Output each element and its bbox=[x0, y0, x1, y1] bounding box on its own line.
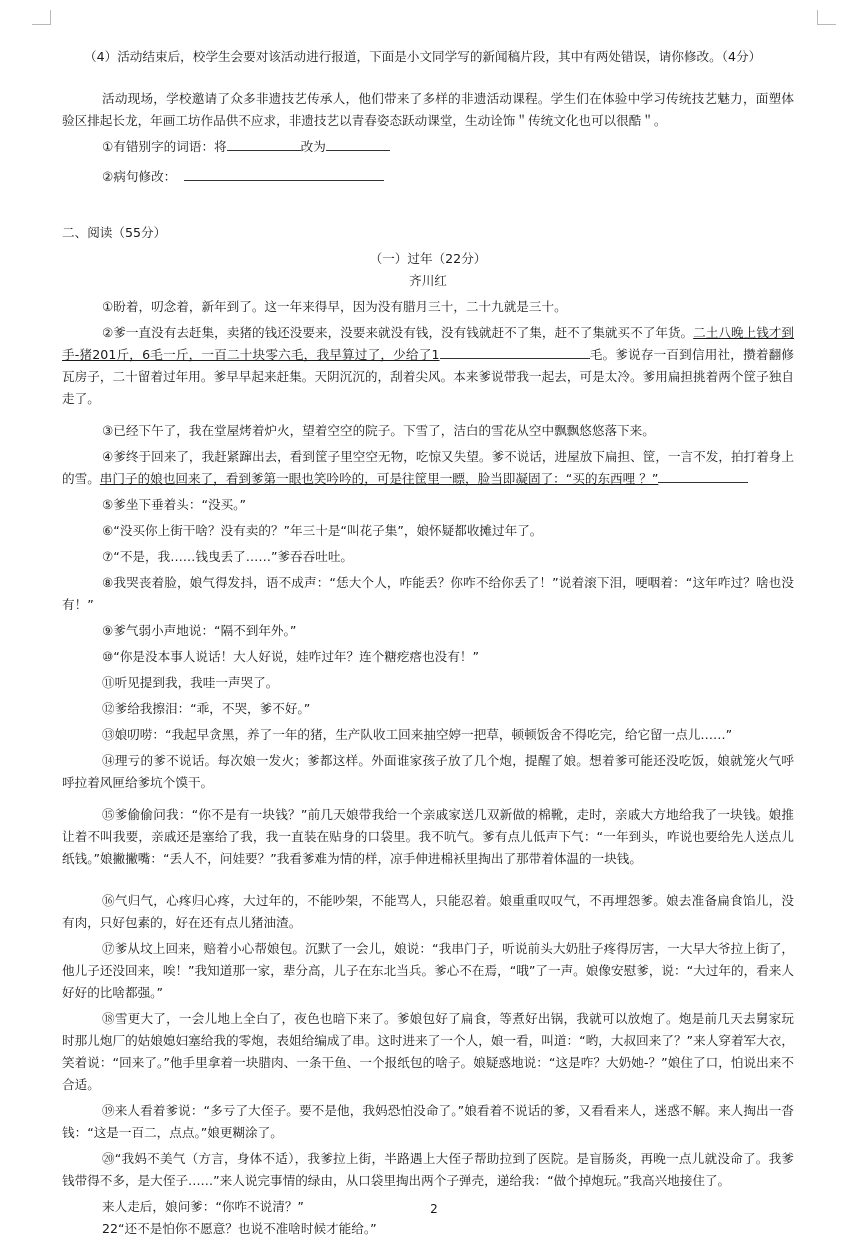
document-page bbox=[62, 46, 794, 1240]
answer-line-1 bbox=[62, 136, 794, 158]
paragraph-15: ⑮爹偷偷问我：“你不是有一块钱？”前几天娘带我给一个亲戚家送几双新做的棉靴，走时，亲戚大方地给我了一块钱。娘推让着不叫我要，亲戚还是塞给了我，我一直装在贴身的口袋里。我不吭气。爹有点儿低声下气：“一年到头，咋说也要给先人送点儿纸钱。”娘撇撇嘴：“丢人不，问娃要？”我看爹难为情的样，凉手伸进棉袄里掏出了那带着体温的一块钱。 bbox=[62, 807, 794, 866]
paragraph-4-underlined: 串门子的娘也回来了，看到爹第一眼也笑吟吟的，可是往筐里一瞟，脸当即凝固了：“买的东西哩 ？” bbox=[99, 471, 659, 486]
paragraph-2-underlined: 二土八晚上钱才到手-猪201斤，6毛一斤，一百二十块零六毛，我早算过了，少给了1 bbox=[62, 325, 795, 362]
answer-line-1-mid: 改为 bbox=[300, 139, 326, 154]
reading-title: （一）过年（22分） bbox=[369, 251, 487, 266]
paragraph-22: 22“还不是怕你不愿意？也说不准啥时候才能给。” bbox=[102, 1221, 377, 1236]
answer-blank-sentence[interactable] bbox=[184, 166, 384, 181]
paragraph-17: ⑰爹从坟上回来，赔着小心帮娘包。沉默了一会儿，娘说：“我串门子，听说前头大奶肚子疼得厉害，一大早大爷拉上街了，他儿子还没回来，唉！”我知道那一家，辈分高，儿子在东北当兵。爹心不在焉，“哦”了一声。娘像安慰爹，说：“大过年的，看来人好好的比啥都强。” bbox=[62, 941, 794, 1000]
paragraph-4 bbox=[62, 446, 794, 490]
paragraph-7: ⑦“不是，我……钱曳丢了……”爹吞吞吐吐。 bbox=[102, 549, 354, 564]
paragraph-10: ⑩“你是没本事人说话！大人好说，娃咋过年？连个糖疙瘩也没有！” bbox=[102, 649, 479, 664]
paragraph-16: ⑯气归气，心疼归心疼，大过年的，不能吵架，不能骂人，只能忍着。娘重重叹叹气，不再埋怨爹。娘去准备扁食馅儿，没有肉，只好包素的，好在还有点儿猪油渣。 bbox=[62, 893, 794, 930]
answer-line-1-label: ①有错别字的词语：将 bbox=[102, 139, 227, 154]
news-passage: 活动现场，学校邀请了众多非遗技艺传承人，他们带来了多样的非遗活动课程。学生们在体验中学习传统技艺魅力，面塑体验区排起长龙，年画工坊作品供不应求，非遗技艺以青春姿态跃动课堂，生动诠饰＂传统文化也可以很酷＂。 bbox=[62, 91, 794, 128]
paragraph-14: ⑭理亏的爹不说话。每次娘一发火；爹都这样。外面谁家孩子放了几个炮，提醒了娘。想着爹可能还没吃饭，娘就笼火气呼呼拉着风匣给爹坑个馍干。 bbox=[62, 753, 794, 790]
paragraph-1: ①盼着，叨念着，新年到了。这一年来得早，因为没有腊月三十，二十九就是三十。 bbox=[102, 299, 567, 314]
answer-blank-paragraph-4[interactable] bbox=[658, 468, 748, 483]
paragraph-2-text: ②爹一直没有去赶集，卖猪的钱还没要来，没要来就没有钱，没有钱就赶不了集，赶不了集就买不了年货。 bbox=[102, 325, 694, 340]
paragraph-6: ⑥“没买你上街干啥？没有卖的？”年三十是“叫花子集”，娘怀疑都收摊过年了。 bbox=[102, 523, 543, 538]
paragraph-13: ⑬娘叨唠：“我起早贪黑，养了一年的猪，生产队收工回来抽空婷一把草，顿顿饭舍不得吃完，给它留一点儿……” bbox=[102, 727, 733, 742]
paragraph-21: 来人走后，娘问爹：“你咋不说清？” bbox=[102, 1199, 304, 1214]
crop-mark-top-left bbox=[32, 10, 51, 25]
answer-line-2-label: ②病句修改： bbox=[102, 169, 177, 184]
answer-blank-correct-word[interactable] bbox=[326, 136, 390, 151]
reading-author: 齐川红 bbox=[409, 273, 447, 288]
paragraph-11: ⑪听见提到我，我哇一声哭了。 bbox=[102, 675, 279, 690]
answer-blank-paragraph-2[interactable] bbox=[440, 344, 590, 359]
paragraph-2-text-end: 毛。爹说存一百到信用社，攒着翻修瓦房子，二十留着过年用。爹早早起来赶集。天阴沉沉的，刮着尖风。本来爹说带我一起去，可是太冷。爹用扁担挑着两个筐子独自走了。 bbox=[62, 347, 795, 406]
paragraph-3: ③已经下午了，我在堂屋烤着炉火，望着空空的院子。下雪了，洁白的雪花从空中飘飘悠悠落下来。 bbox=[102, 423, 655, 438]
section-heading: 二、阅读（55分） bbox=[62, 225, 167, 240]
paragraph-20: ⑳“我妈不美气（方言，身体不适），我爹拉上街，半路遇上大侄子帮助拉到了医院。是盲肠炎，再晚一点儿就没命了。我爹钱带得不多，是大侄子……”来人说完事情的绿由，从口袋里掏出两个子弹壳，递给我：“做个掉炮玩。”我高兴地接住了。 bbox=[62, 1151, 794, 1188]
question-4-title: （4）活动结束后，校学生会要对该活动进行报道，下面是小文同学写的新闻稿片段，其中有两处错误，请你修改。（4分） bbox=[84, 49, 762, 64]
paragraph-19: ⑲来人看着爹说：“多亏了大侄子。要不是他，我妈恐怕没命了。”娘看着不说话的爹，又看看来人，迷惑不解。来人掏出一沓钱：“这是一百二，点点。”娘更糊涂了。 bbox=[62, 1103, 794, 1140]
paragraph-2 bbox=[62, 322, 794, 410]
paragraph-5: ⑤爹坐下垂着头：“没买。” bbox=[102, 497, 246, 512]
crop-mark-top-right bbox=[817, 10, 836, 25]
paragraph-12: ⑫爹给我擦泪：“乖，不哭，爹不好。” bbox=[102, 701, 311, 716]
paragraph-18: ⑱雪更大了，一会儿地上全白了，夜色也暗下来了。爹娘包好了扁食，等煮好出锅，我就可以放炮了。炮是前几天去舅家玩时那儿炮厂的姑娘媳妇塞给我的零炮，表姐给编成了串。这时进来了一个人，娘一看，叫道：“哟，大叔回来了？”来人穿着军大衣，笑着说：“回来了。”他手里拿着一块腊肉、一条干鱼、一个报纸包的啥子。娘疑惑地说：“这是咋？大奶她-？”娘住了口，怕说出来不合适。 bbox=[62, 1011, 794, 1092]
paragraph-8: ⑧我哭丧着脸，娘气得发抖，语不成声：“恁大个人，咋能丢？你咋不给你丢了！”说着滚下泪，哽咽着：“这年咋过？啥也没有！” bbox=[62, 575, 794, 612]
answer-blank-wrong-word[interactable] bbox=[227, 136, 301, 151]
page-number: 2 bbox=[430, 1202, 438, 1216]
answer-line-2 bbox=[62, 166, 794, 188]
paragraph-4-text: ④爹终于回来了，我赶紧蹿出去，看到筐子里空空无物，吃惊又失望。爹不说话，进屋放下扁担、筐，一言不发，拍打着身上的雪。 bbox=[62, 449, 794, 486]
paragraph-9: ⑨爹气弱小声地说：“隔不到年外。” bbox=[102, 623, 297, 638]
